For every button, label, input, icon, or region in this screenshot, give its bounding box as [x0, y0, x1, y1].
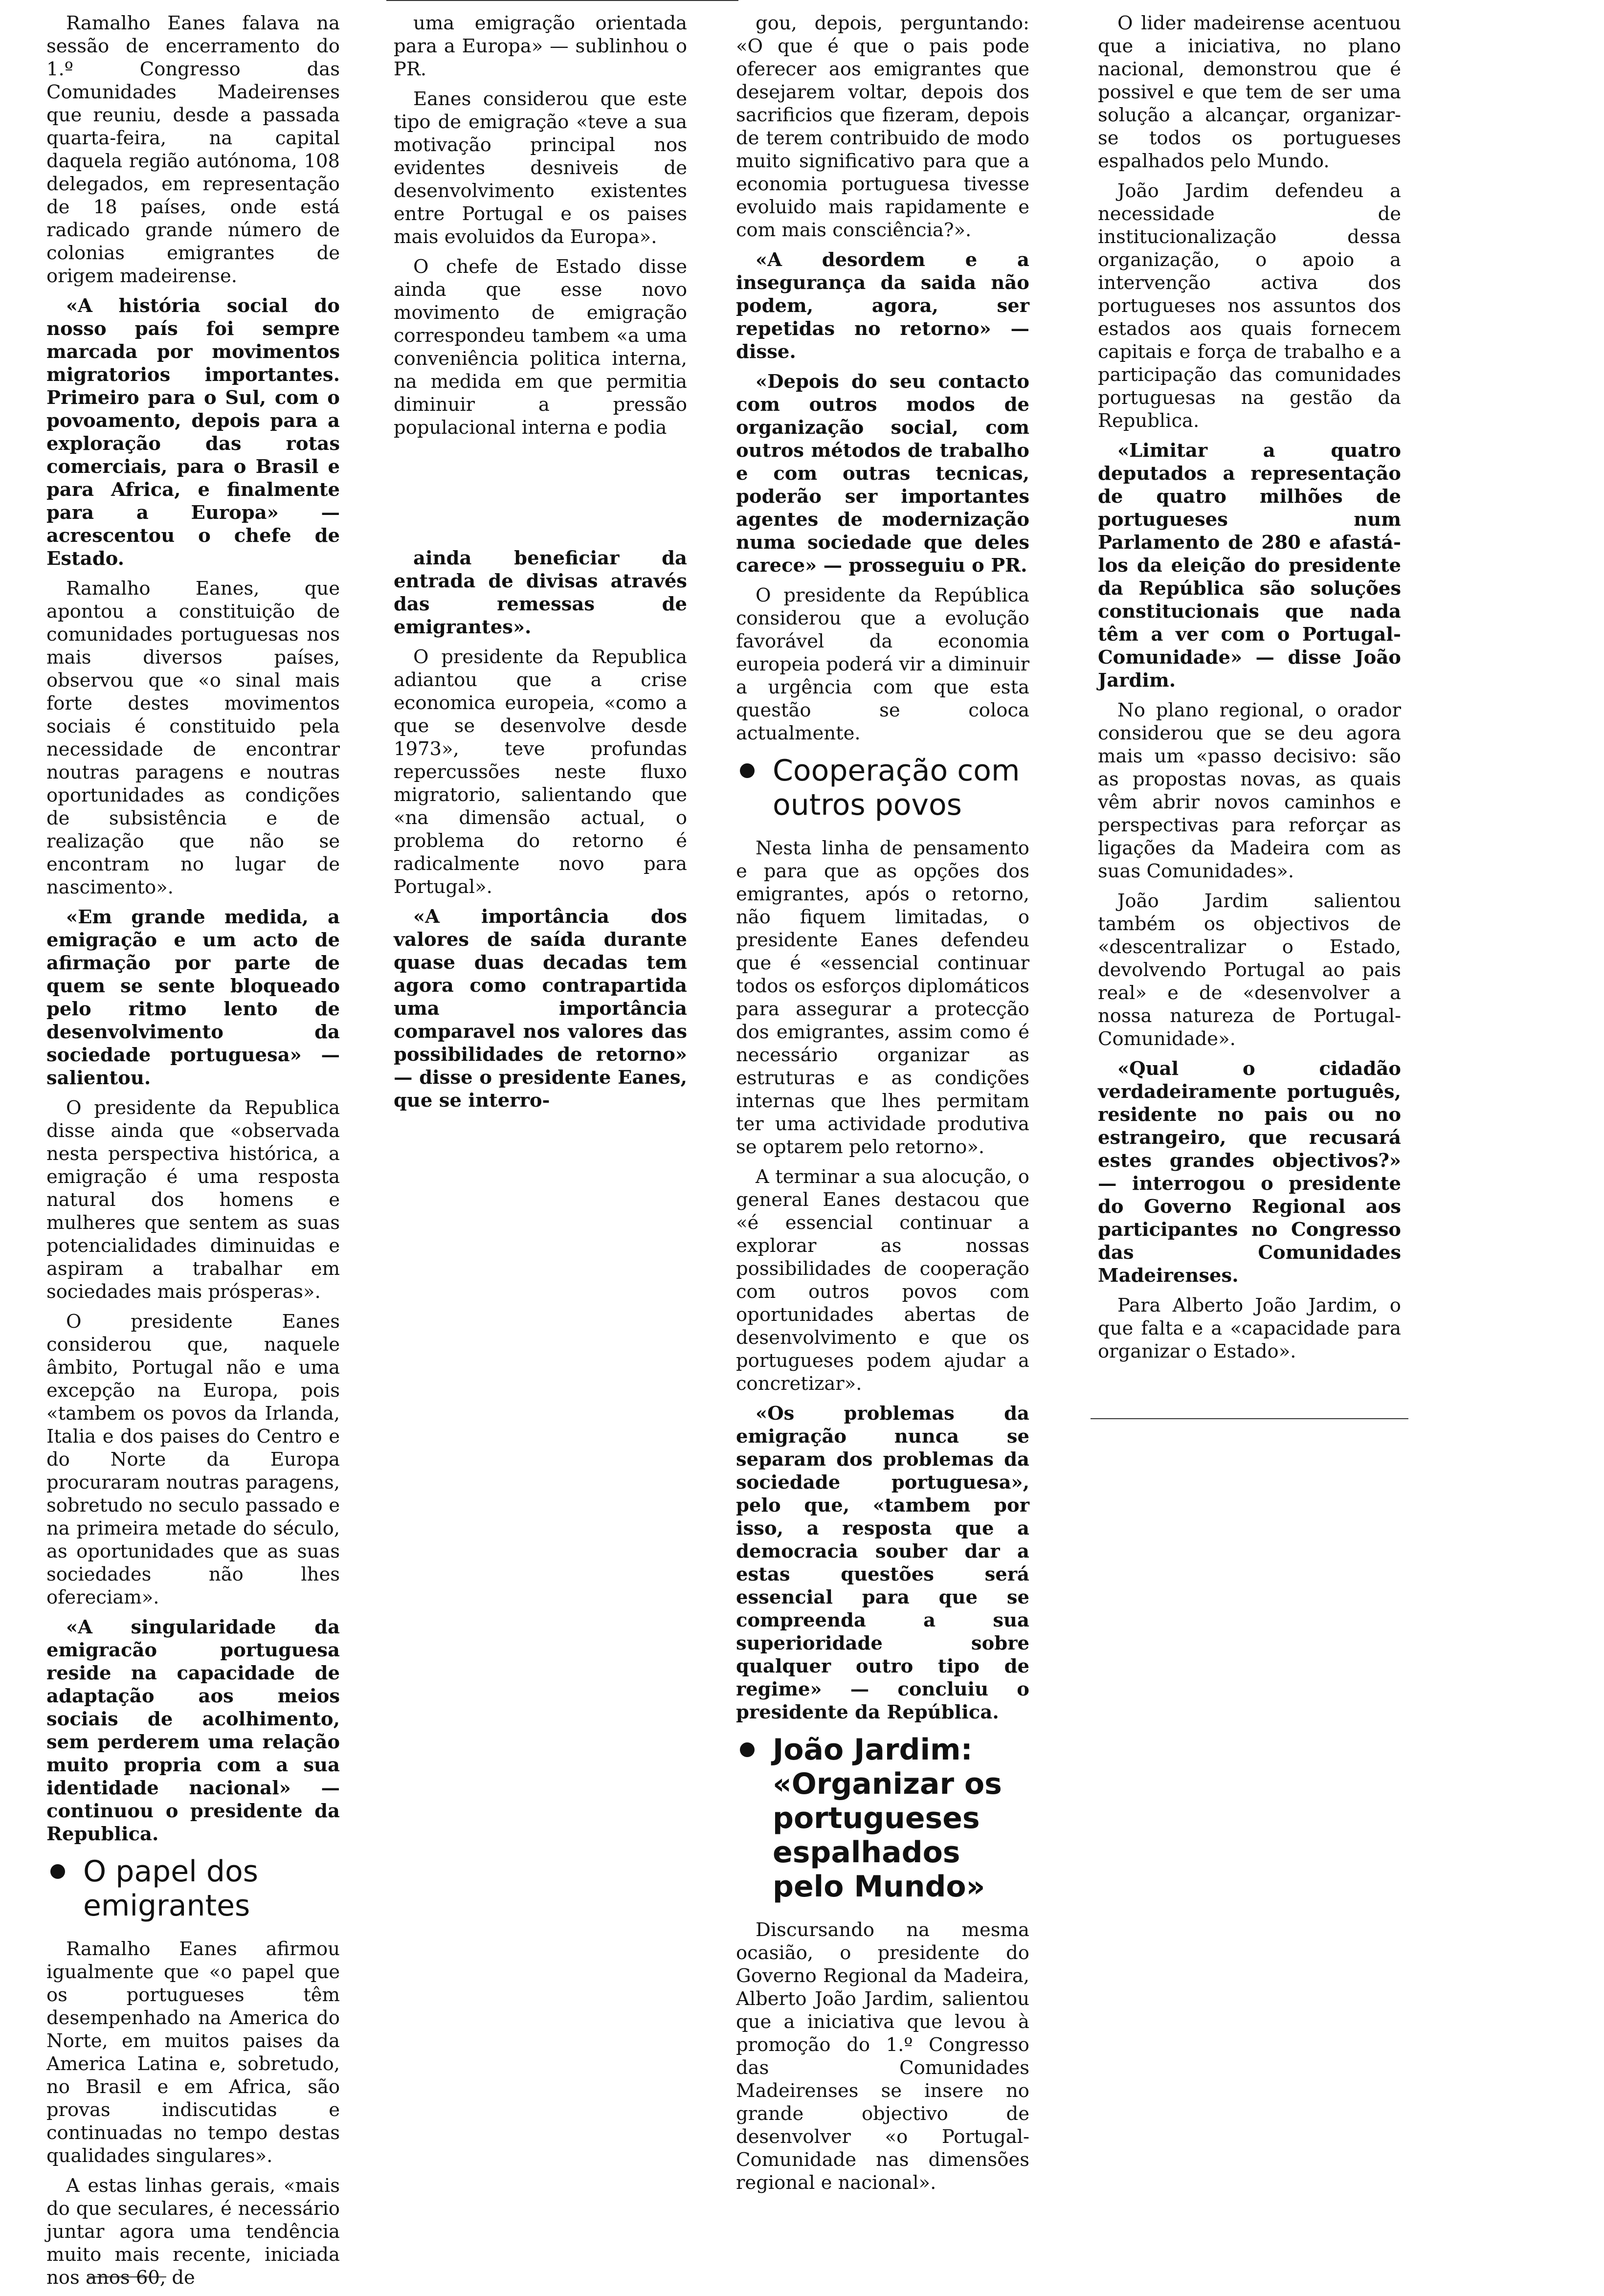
- article-paragraph: gou, depois, perguntando: «O que é que o pais pode oferecer aos emigrantes que desejarem voltar, depois dos sacrificios que fizeram, depois de terem contribuido de modo muito significativo para que a economia portuguesa tivesse evoluido mais rapidamente e com mais consciência?».: [736, 12, 1029, 241]
- article-paragraph: «Depois do seu contacto com outros modos de organização social, com outros métodos de trabalho e com outras tecnicas, poderão ser importantes agentes de modernização numa sociedade que deles carece» — prosseguiu o PR.: [736, 371, 1029, 577]
- article-paragraph: O chefe de Estado disse ainda que esse novo movimento de emigração correspondeu tambem «a uma conveniência politica interna, na medida em que permitia diminuir a pressão populacional interna e podia: [394, 256, 687, 439]
- article-paragraph: «A singularidade da emigracão portuguesa reside na capacidade de adaptação aos meios sociais de acolhimento, sem perderem uma relação muito propria com a sua identidade nacional» — continuou o presidente da Republica.: [46, 1616, 340, 1845]
- col1-body-2: [46, 1938, 340, 2289]
- column-1: [46, 12, 340, 2296]
- col4-body: [1098, 12, 1401, 1363]
- article-paragraph: «Em grande medida, a emigração e um acto de afirmação por parte de quem se sente bloqueado pelo ritmo lento de desenvolvimento da sociedade portuguesa» — salientou.: [46, 906, 340, 1089]
- article-paragraph: «Os problemas da emigração nunca se separam dos problemas da sociedade portuguesa», pelo que, «tambem por isso, a resposta que a democracia souber dar a estas questões será essencial para que se compreenda a sua superioridade sobre qualquer outro tipo de regime» — concluiu o presidente da República.: [736, 1403, 1029, 1723]
- article-paragraph: O lider madeirense acentuou que a iniciativa, no plano nacional, demonstrou que é possivel e que tem de ser uma solução a alcançar, organizar-se todos os portugueses espalhados pelo Mundo.: [1098, 12, 1401, 172]
- col3-body-2: [736, 837, 1029, 1724]
- subheading-cooperacao: Cooperação com outros povos: [736, 754, 1029, 822]
- article-paragraph: A estas linhas gerais, «mais do que seculares, é necessário juntar agora uma tendência muito mais recente, iniciada nos anos 60, de: [46, 2175, 340, 2289]
- col3-body: [736, 12, 1029, 745]
- article-paragraph: ainda beneficiar da entrada de divisas através das remessas de emigrantes».: [394, 547, 687, 638]
- article-paragraph: Eanes considerou que este tipo de emigração «teve a sua motivação principal nos evidentes desniveis de desenvolvimento existentes entre Portugal e os paises mais evoluidos da Europa».: [394, 88, 687, 248]
- col2-body: [394, 12, 687, 439]
- article-paragraph: «A história social do nosso país foi sempre marcada por movimentos migratorios importantes. Primeiro para o Sul, com o povoamento, depois para a exploração das rotas comerciais, para o Brasil e para Africa, e finalmente para a Europa» — acrescentou o chefe de Estado.: [46, 295, 340, 570]
- article-paragraph: Nesta linha de pensamento e para que as opções dos emigrantes, após o retorno, não fiquem limitadas, o presidente Eanes defendeu que é «essencial continuar todos os esforços diplomáticos para assegurar a protecção dos emigrantes, assim como é necessário organizar as estruturas e as condições internas que lhes permitam ter uma actividade produtiva se optarem pelo retorno».: [736, 837, 1029, 1158]
- end-rule: [1091, 1418, 1408, 1419]
- col3-body-3: [736, 1918, 1029, 2194]
- article-paragraph: Ramalho Eanes, que apontou a constituição de comunidades portuguesas nos mais diversos países, observou que «o sinal mais forte destes movimentos sociais é constituido pela necessidade de encontrar noutras paragens e noutras oportunidades as condições de subsistência e de realização que não se encontram no lugar de nascimento».: [46, 578, 340, 898]
- bullet-icon: [740, 763, 755, 778]
- article-paragraph: O presidente da República considerou que a evolução favorável da economia europeia poderá vir a diminuir a urgência com que esta questão se coloca actualmente.: [736, 584, 1029, 744]
- article-paragraph: «Limitar a quatro deputados a representação de quatro milhões de portugueses num Parlamento de 280 e afastá-los da eleição do presidente da República são soluções constitucionais que nada têm a ver com o Portugal-Comunidade» — disse João Jardim.: [1098, 440, 1401, 691]
- article-paragraph: João Jardim defendeu a necessidade de institucionalização dessa organização, o apoio a intervenção activa dos portugueses nos assuntos dos estados aos quais fornecem capitais e força de trabalho e a participação das comunidades portuguesas na gestão da Republica.: [1098, 180, 1401, 432]
- article-paragraph: O presidente Eanes considerou que, naquele âmbito, Portugal não e uma excepção na Europa, pois «tambem os povos da Irlanda, Italia e dos paises do Centro e do Norte da Europa procuraram noutras paragens, sobretudo no seculo passado e na primeira metade do século, as oportunidades que as suas sociedades não lhes ofereciam».: [46, 1311, 340, 1608]
- top-rule: [386, 0, 738, 1]
- article-paragraph: Para Alberto João Jardim, o que falta e a «capacidade para organizar o Estado».: [1098, 1294, 1401, 1362]
- article-paragraph: Ramalho Eanes falava na sessão de encerramento do 1.º Congresso das Comunidades Madeirenses que reuniu, desde a passada quarta-feira, na capital daquela região autónoma, 108 delegados, em representação de 18 países, onde está radicado grande número de colonias emigrantes de origem madeirense.: [46, 12, 340, 287]
- col1-body: [46, 12, 340, 1846]
- subheading-papel-dos-emigrantes: O papel dos emigrantes: [46, 1854, 340, 1923]
- bullet-icon: [740, 1742, 755, 1757]
- article-paragraph: Ramalho Eanes afirmou igualmente que «o papel que os portugueses têm desempenhado na America do Norte, em muitos paises da America Latina e, sobretudo, no Brasil e em Africa, são provas indiscutidas e continuadas no tempo destas qualidades singulares».: [46, 1938, 340, 2167]
- article-paragraph: «Qual o cidadão verdadeiramente português, residente no pais ou no estrangeiro, que recusará estes grandes objectivos?» — interrogou o presidente do Governo Regional aos participantes no Congresso das Comunidades Madeirenses.: [1098, 1058, 1401, 1287]
- subheading-joao-jardim: João Jardim: «Organizar os portugueses espalhados pelo Mundo»: [736, 1733, 1029, 1904]
- col2-body-2: [394, 547, 687, 1112]
- article-paragraph: Discursando na mesma ocasião, o presidente do Governo Regional da Madeira, Alberto João Jardim, salientou que a iniciativa que levou à promoção do 1.º Congresso das Comunidades Madeirenses se insere no grande objectivo de desenvolver «o Portugal-Comunidade nas dimensões regional e nacional».: [736, 1919, 1029, 2194]
- bullet-icon: [50, 1864, 65, 1879]
- article-paragraph: uma emigração orientada para a Europa» — sublinhou o PR.: [394, 12, 687, 80]
- article-paragraph: A terminar a sua alocução, o general Eanes destacou que «é essencial continuar a explorar as nossas possibilidades de cooperação com outros povos com oportunidades abertas de desenvolvimento e que os portugueses podem ajudar a concretizar».: [736, 1166, 1029, 1395]
- article-paragraph: «A importância dos valores de saída durante quase duas decadas tem agora como contrapartida uma importância comparavel nos valores das possibilidades de retorno» — disse o presidente Eanes, que se interro-: [394, 906, 687, 1112]
- article-paragraph: O presidente da Republica disse ainda que «observada nesta perspectiva histórica, a emigração é uma resposta natural dos homens e mulheres que sentem as suas potencialidades diminuidas e aspiram a trabalhar em sociedades mais prósperas».: [46, 1097, 340, 1303]
- article-paragraph: João Jardim salientou também os objectivos de «descentralizar o Estado, devolvendo Portugal ao pais real» e de «desenvolver a nossa natureza de Portugal-Comunidade».: [1098, 890, 1401, 1050]
- article-paragraph: «A desordem e a insegurança da saida não podem, agora, ser repetidas no retorno» — disse.: [736, 249, 1029, 363]
- article-paragraph: No plano regional, o orador considerou que se deu agora mais um «passo decisivo: são as propostas novas, as quais vêm abrir novos caminhos e perspectivas para reforçar as ligações da Madeira com as suas Comunidades».: [1098, 699, 1401, 882]
- article-paragraph: O presidente da Republica adiantou que a crise economica europeia, «como a que se desenvolve desde 1973», teve profundas repercussões neste fluxo migratorio, salientando que «na dimensão actual, o problema do retorno é radicalmente novo para Portugal».: [394, 646, 687, 898]
- column-4: [1098, 12, 1401, 1370]
- column-3: [736, 12, 1029, 2201]
- column-2: [394, 12, 687, 1119]
